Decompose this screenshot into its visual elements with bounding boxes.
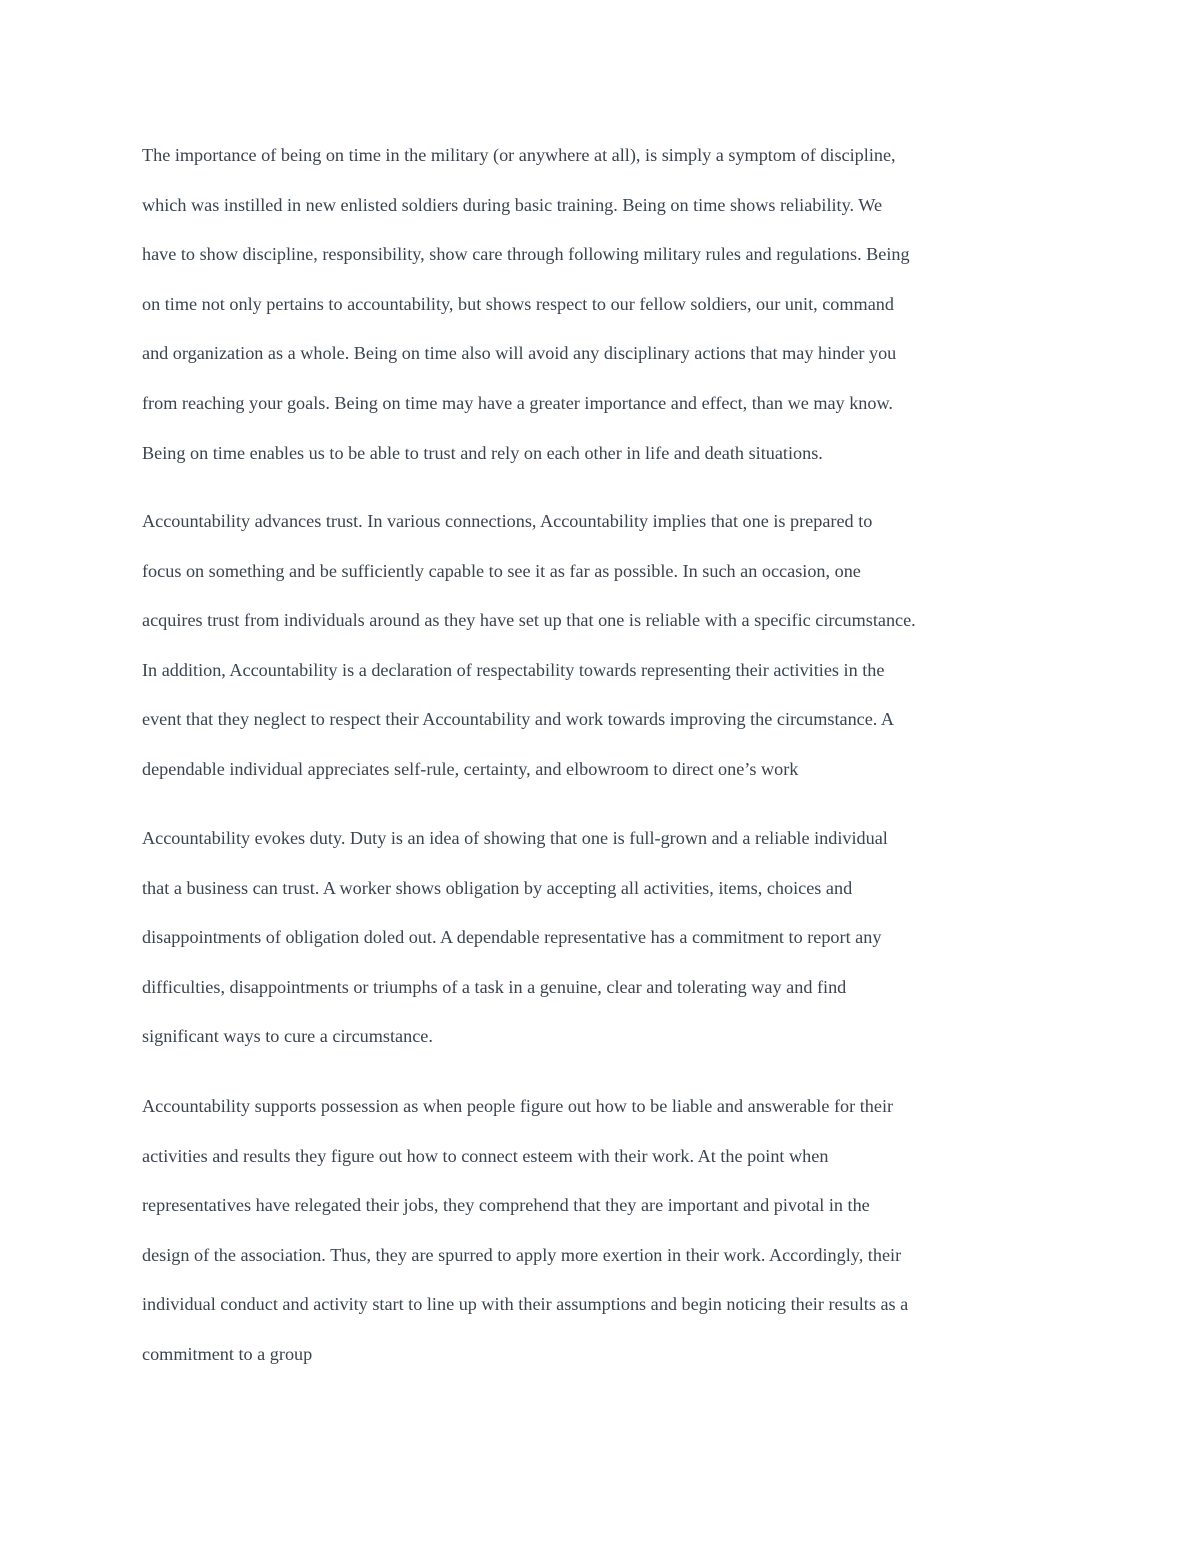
text-line: Accountability supports possession as when people figure out how to be liable and answerable for their (142, 1096, 894, 1116)
text-line: difficulties, disappointments or triumphs of a task in a genuine, clear and tolerating way and find (142, 976, 847, 997)
text-line: Accountability advances trust. In various connections, Accountability implies that one is prepared to (142, 511, 873, 531)
text-line: Being on time enables us to be able to trust and rely on each other in life and death situations. (142, 442, 823, 463)
text-line: acquires trust from individuals around as they have set up that one is reliable with a specific circumstance. (142, 610, 916, 631)
text-line: design of the association. Thus, they are spurred to apply more exertion in their work. Accordingly, their (142, 1244, 902, 1265)
text-line: focus on something and be sufficiently capable to see it as far as possible. In such an occasion, one (142, 560, 861, 581)
text-line: In addition, Accountability is a declaration of respectability towards representing their activities in the (142, 659, 885, 680)
text-line: Accountability evokes duty. Duty is an idea of showing that one is full-grown and a reliable individual (142, 828, 888, 848)
text-line: on time not only pertains to accountability, but shows respect to our fellow soldiers, our unit, command (142, 293, 894, 314)
text-line: activities and results they figure out how to connect esteem with their work. At the point when (142, 1145, 829, 1166)
text-line: commitment to a group (142, 1343, 313, 1364)
paragraph-accountability-trust (142, 510, 1072, 808)
text-line: have to show discipline, responsibility, show care through following military rules and regulations. Being (142, 244, 910, 265)
text-line: event that they neglect to respect their Accountability and work towards improving the circumstance. A (142, 709, 895, 730)
text-line: representatives have relegated their jobs, they comprehend that they are important and pivotal in the (142, 1195, 870, 1216)
text-line: disappointments of obligation doled out. A dependable representative has a commitment to report any (142, 927, 882, 948)
paragraph-punctuality (142, 144, 1072, 491)
text-line: which was instilled in new enlisted soldiers during basic training. Being on time shows reliability. We (142, 194, 883, 215)
text-line: individual conduct and activity start to line up with their assumptions and begin noticing their results as a (142, 1294, 909, 1315)
text-line: dependable individual appreciates self-rule, certainty, and elbowroom to direct one’s work (142, 758, 799, 779)
paragraph-accountability-duty (142, 827, 1072, 1075)
text-line: and organization as a whole. Being on time also will avoid any disciplinary actions that may hinder you (142, 343, 897, 364)
text-line: that a business can trust. A worker shows obligation by accepting all activities, items, choices and (142, 877, 853, 898)
text-line: The importance of being on time in the military (or anywhere at all), is simply a symptom of discipline, (142, 145, 896, 165)
text-line: significant ways to cure a circumstance. (142, 1026, 433, 1047)
text-line: from reaching your goals. Being on time may have a greater importance and effect, than we may know. (142, 392, 893, 413)
paragraph-accountability-possession (142, 1095, 1072, 1393)
